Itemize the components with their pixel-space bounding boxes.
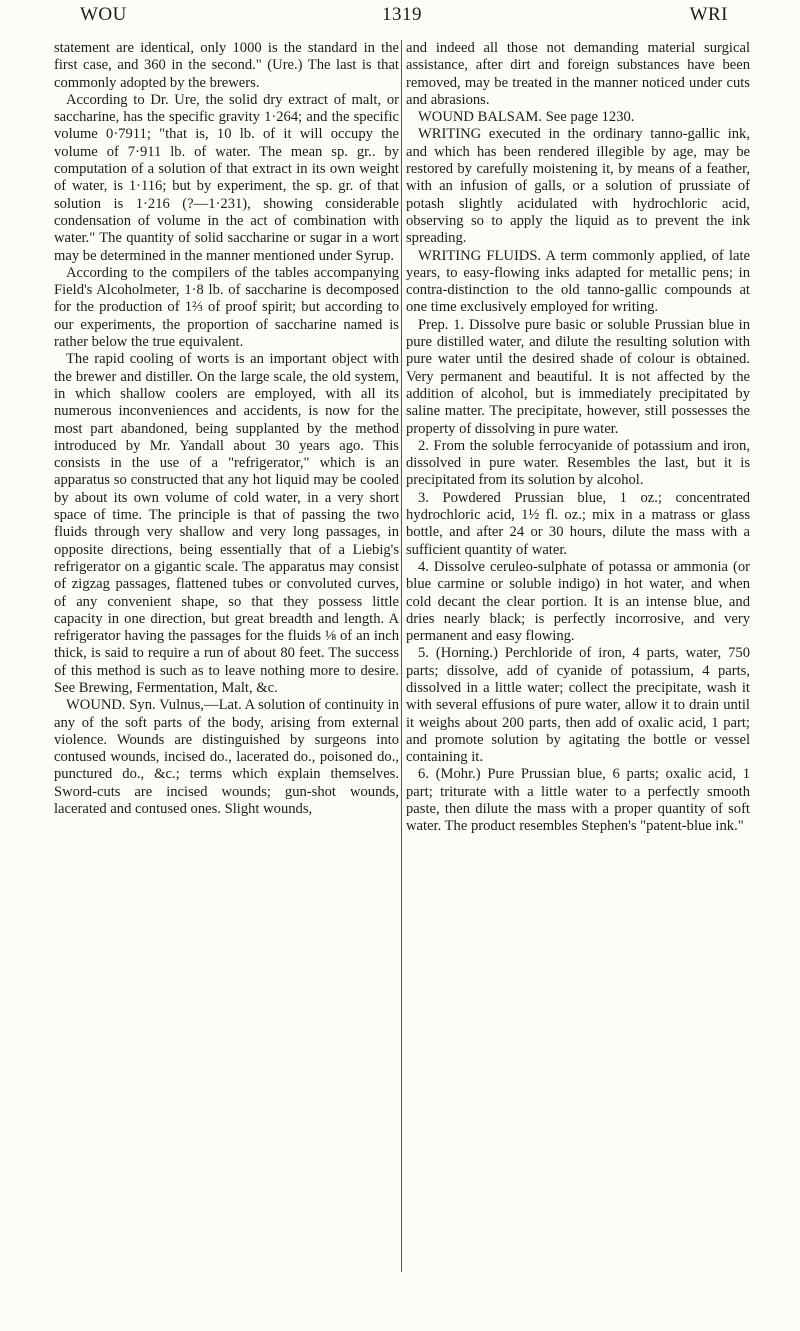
right-paragraph-1: and indeed all those not demanding material surgical assistance, after dirt and foreign substances have been removed, may be treated in the manner noticed under cuts and abrasions.	[406, 40, 750, 108]
recipe-2: 2. From the soluble ferrocyanide of potassium and iron, dissolved in pure water. Resembles the last, but it is precipitated from its solution by alcohol.	[406, 437, 750, 489]
entry-wound: WOUND. Syn. Vulnus,—Lat. A solution of continuity in any of the soft parts of the body, arising from external violence. Wounds are distinguished by surgeons into contused wounds, incised do., lacerated do., poisoned do., punctured do., &c.; terms which explain themselves. Sword-cuts are incised wounds; gun-shot wounds, lacerated and contused ones. Slight wounds,	[54, 697, 399, 818]
recipe-1: Prep. 1. Dissolve pure basic or soluble Prussian blue in pure distilled water, and dilute the resulting solution with pure water until the desired shade of colour is obtained. Very permanent and beautiful. It is not affected by the addition of alcohol, but is immediately precipitated by saline matter. The precipitate, however, still possesses the property of dissolving in pure water.	[406, 316, 750, 437]
column-divider	[401, 40, 402, 1272]
recipe-3: 3. Powdered Prussian blue, 1 oz.; concentrated hydrochloric acid, 1½ fl. oz.; mix in a matrass or glass bottle, and after 24 or 30 hours, dilute the mass with a sufficient quantity of water.	[406, 489, 750, 558]
left-paragraph-4: The rapid cooling of worts is an important object with the brewer and distiller. On the large scale, the old system, in which shallow coolers are employed, with all its numerous inconveniences and accidents, is now for the most part abandoned, being supplanted by the method introduced by Mr. Yandall about 30 years ago. This consists in the use of a "refrigerator," which is an apparatus so constructed that any hot liquid may be cooled by about its own volume of cold water, in a very short space of time. The principle is that of passing the two fluids through very shallow and very long passages, in opposite directions, being essentially that of a Liebig's refrigerator on a gigantic scale. The apparatus may consist of zigzag passages, flattened tubes or convoluted curves, of any convenient shape, so that they possess little capacity in one direction, but great breadth and length. A refrigerator having the passages for the fluids ⅛ of an inch thick, is said to require a run of about 80 feet. The success of this method is such as to leave nothing more to desire. See Brewing, Fermentation, Malt, &c.	[54, 351, 399, 696]
recipe-6: 6. (Mohr.) Pure Prussian blue, 6 parts; oxalic acid, 1 part; triturate with a little water to a perfectly smooth paste, then dilute the mass with a proper quantity of soft water. The product resembles Stephen's "patent-blue ink."	[406, 766, 750, 835]
left-paragraph-3: According to the compilers of the tables accompanying Field's Alcoholmeter, 1·8 lb. of saccharine is decomposed for the production of 1⅔ of proof spirit; but according to our experiments, the proportion of saccharine named is rather below the true equivalent.	[54, 264, 399, 351]
left-paragraph-2: According to Dr. Ure, the solid dry extract of malt, or saccharine, has the specific gravity 1·264; and the specific volume 0·7911; "that is, 10 lb. of it will occupy the volume of 7·911 lb. of water. The mean sp. gr.. by computation of a solution of that extract in its own weight of water, is 1·116; but by experiment, the sp. gr. of that solution is 1·216 (?—1·231), showing considerable condensation of volume in the act of combination with water." The quantity of solid saccharine or sugar in a wort may be determined in the manner mentioned under Syrup.	[54, 91, 399, 264]
entry-writing-fluids: WRITING FLUIDS. A term commonly applied, of late years, to easy-flowing inks adapted for metallic pens; in contra-distinction to the old tanno-gallic compounds at one time exclusively employed for writing.	[406, 247, 750, 316]
entry-wound-balsam: WOUND BALSAM. See page 1230.	[418, 109, 635, 126]
recipe-4: 4. Dissolve ceruleo-sulphate of potassa or ammonia (or blue carmine or soluble indigo) in hot water, and when cold decant the clear portion. It is an intense blue, and dries nearly black; is perfectly incorrosive, and very permanent and easy flowing.	[406, 558, 750, 645]
running-header	[60, 4, 744, 30]
header-left-guide-word: WOU	[80, 4, 127, 25]
left-paragraph-1: statement are identical, only 1000 is the standard in the first case, and 360 in the second." (Ure.) The last is that commonly adopted by the brewers.	[54, 40, 399, 91]
left-column	[54, 40, 399, 1320]
header-right-guide-word: WRI	[689, 4, 728, 25]
page-number: 1319	[382, 4, 422, 25]
entry-writing: WRITING executed in the ordinary tanno-gallic ink, and which has been rendered illegible by age, may be restored by carefully moistening it, by means of a feather, with an infusion of galls, or a solution of prussiate of potash slightly acidulated with hydrochloric acid, observing so to apply the liquid as to prevent the ink spreading.	[406, 126, 750, 247]
recipe-5: 5. (Horning.) Perchloride of iron, 4 parts, water, 750 parts; dissolve, add of cyanide of potassium, 4 parts, dissolved in a little water; collect the precipitate, wash it with several effusions of pure water, allow it to drain until it weighs about 200 parts, then add of oxalic acid, 1 part; and promote solution by agitating the bottle or vessel containing it.	[406, 645, 750, 766]
right-column	[406, 40, 750, 1320]
